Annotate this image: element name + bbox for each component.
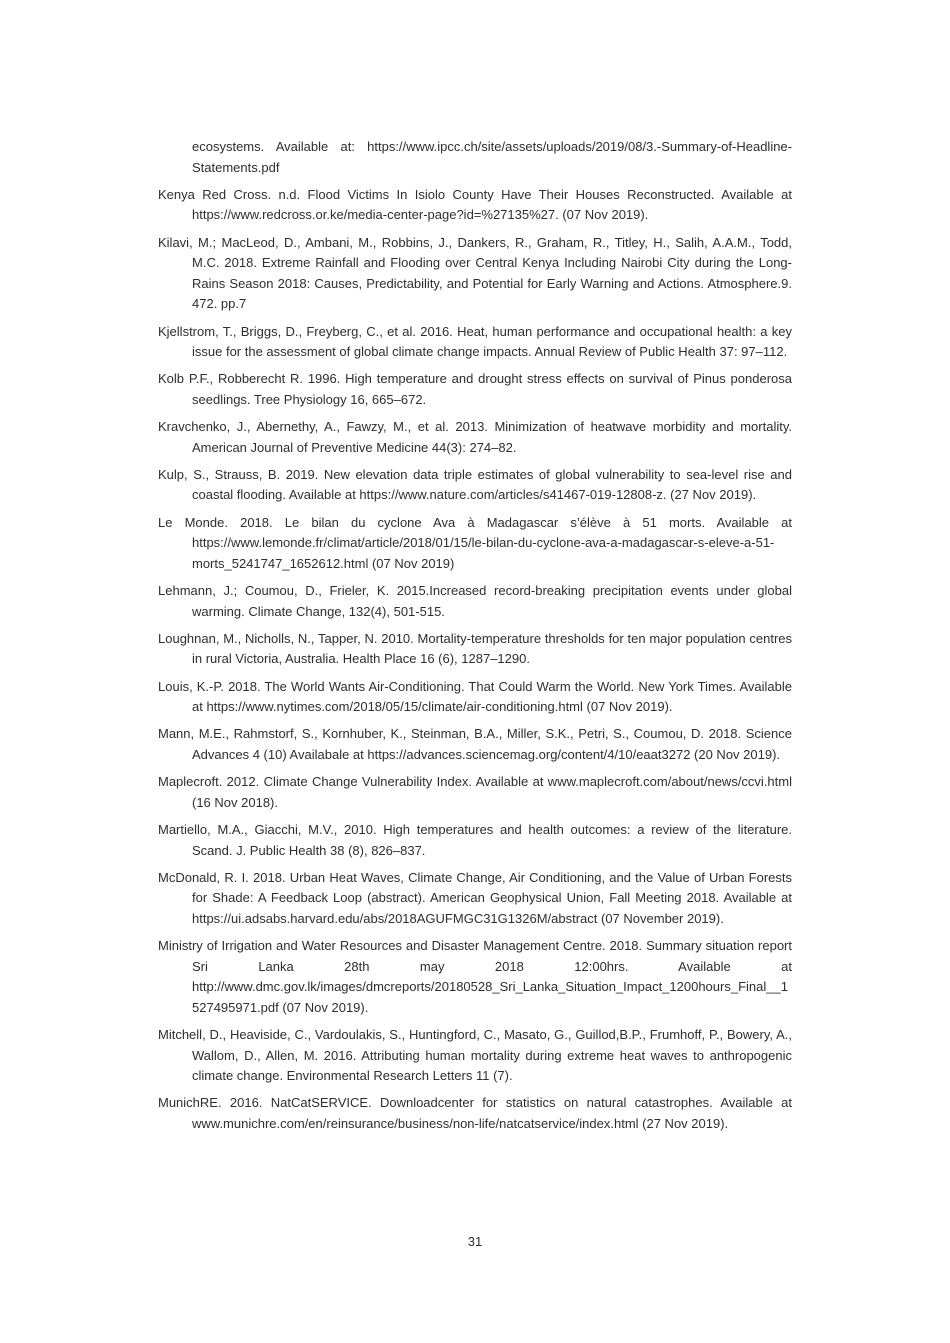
reference-entry: Kjellstrom, T., Briggs, D., Freyberg, C., et al. 2016. Heat, human performance and occupational health: a key issue for the assessment of global climate change impacts. Annual Review of Public Health 37: 97–112.	[158, 323, 792, 360]
reference-entry: Ministry of Irrigation and Water Resources and Disaster Management Centre. 2018. Summary situation report Sri Lanka 28th may 2018 12:00hrs. Available at http://www.dmc.gov.lk/images/dmcreports/20180528_Sri_Lanka_Situation_Impact_1200hours_Final__1527495971.pdf (07 Nov 2019).	[158, 938, 792, 1015]
reference-entry: Kenya Red Cross. n.d. Flood Victims In Isiolo County Have Their Houses Reconstructed. Available at https://www.redcross.or.ke/media-center-page?id=%27135%27. (07 Nov 2019).	[158, 186, 792, 223]
reference-entry: Lehmann, J.; Coumou, D., Frieler, K. 2015.Increased record-breaking precipitation events under global warming. Climate Change, 132(4), 501-515.	[158, 583, 792, 619]
page-number: 31	[467, 1234, 483, 1249]
reference-entry: Martiello, M.A., Giacchi, M.V., 2010. High temperatures and health outcomes: a review of the literature. Scand. J. Public Health 38 (8), 826–837.	[158, 821, 792, 858]
reference-entry: ecosystems. Available at: https://www.ipcc.ch/site/assets/uploads/2019/08/3.-Summary-of-Headline-Statements.pdf	[192, 139, 792, 175]
reference-entry: Le Monde. 2018. Le bilan du cyclone Ava à Madagascar s’élève à 51 morts. Available at https://www.lemonde.fr/climat/article/2018/01/15/le-bilan-du-cyclone-ava-a-madagascar-s-eleve-a-51-morts_5241747_1652612.html (07 Nov 2019)	[158, 514, 792, 571]
reference-entry: Loughnan, M., Nicholls, N., Tapper, N. 2010. Mortality-temperature thresholds for ten major population centres in rural Victoria, Australia. Health Place 16 (6), 1287–1290.	[158, 630, 792, 667]
reference-entry: Mann, M.E., Rahmstorf, S., Kornhuber, K., Steinman, B.A., Miller, S.K., Petri, S., Coumou, D. 2018. Science Advances 4 (10) Availabale at https://advances.sciencemag.org/content/4/10/eaat3272 (20 Nov 2019).	[158, 726, 792, 762]
reference-list	[158, 137, 792, 1141]
reference-entry: MunichRE. 2016. NatCatSERVICE. Downloadcenter for statistics on natural catastrophes. Available at www.munichre.com/en/reinsurance/business/non-life/natcatservice/index.html (27 Nov 2019).	[158, 1095, 792, 1132]
reference-entry: Kravchenko, J., Abernethy, A., Fawzy, M., et al. 2013. Minimization of heatwave morbidity and mortality. American Journal of Preventive Medicine 44(3): 274–82.	[158, 419, 792, 455]
reference-entry: Kulp, S., Strauss, B. 2019. New elevation data triple estimates of global vulnerability to sea-level rise and coastal flooding. Available at https://www.nature.com/articles/s41467-019-12808-z. (27 Nov 2019).	[158, 466, 792, 503]
reference-entry: Louis, K.-P. 2018. The World Wants Air-Conditioning. That Could Warm the World. New York Times. Available at https://www.nytimes.com/2018/05/15/climate/air-conditioning.html (07 Nov 2019).	[158, 678, 792, 715]
reference-entry: Kilavi, M.; MacLeod, D., Ambani, M., Robbins, J., Dankers, R., Graham, R., Titley, H., Salih, A.A.M., Todd, M.C. 2018. Extreme Rainfall and Flooding over Central Kenya Including Nairobi City during the Long-Rains Season 2018: Causes, Predictability, and Potential for Early Warning and Actions. Atmosphere.9. 472. pp.7	[158, 234, 792, 312]
reference-entry: Kolb P.F., Robberecht R. 1996. High temperature and drought stress effects on survival of Pinus ponderosa seedlings. Tree Physiology 16, 665–672.	[158, 371, 792, 407]
reference-entry: McDonald, R. I. 2018. Urban Heat Waves, Climate Change, Air Conditioning, and the Value of Urban Forests for Shade: A Feedback Loop (abstract). American Geophysical Union, Fall Meeting 2018. Available at https://ui.adsabs.harvard.edu/abs/2018AGUFMGC31G1326M/abstract (07 November 2019).	[158, 869, 792, 926]
reference-entry: Maplecroft. 2012. Climate Change Vulnerability Index. Available at www.maplecroft.com/about/news/ccvi.html (16 Nov 2018).	[158, 774, 792, 810]
reference-entry: Mitchell, D., Heaviside, C., Vardoulakis, S., Huntingford, C., Masato, G., Guillod,B.P., Frumhoff, P., Bowery, A., Wallom, D., Allen, M. 2016. Attributing human mortality during extreme heat waves to anthropogenic climate change. Environmental Research Letters 11 (7).	[158, 1027, 792, 1084]
